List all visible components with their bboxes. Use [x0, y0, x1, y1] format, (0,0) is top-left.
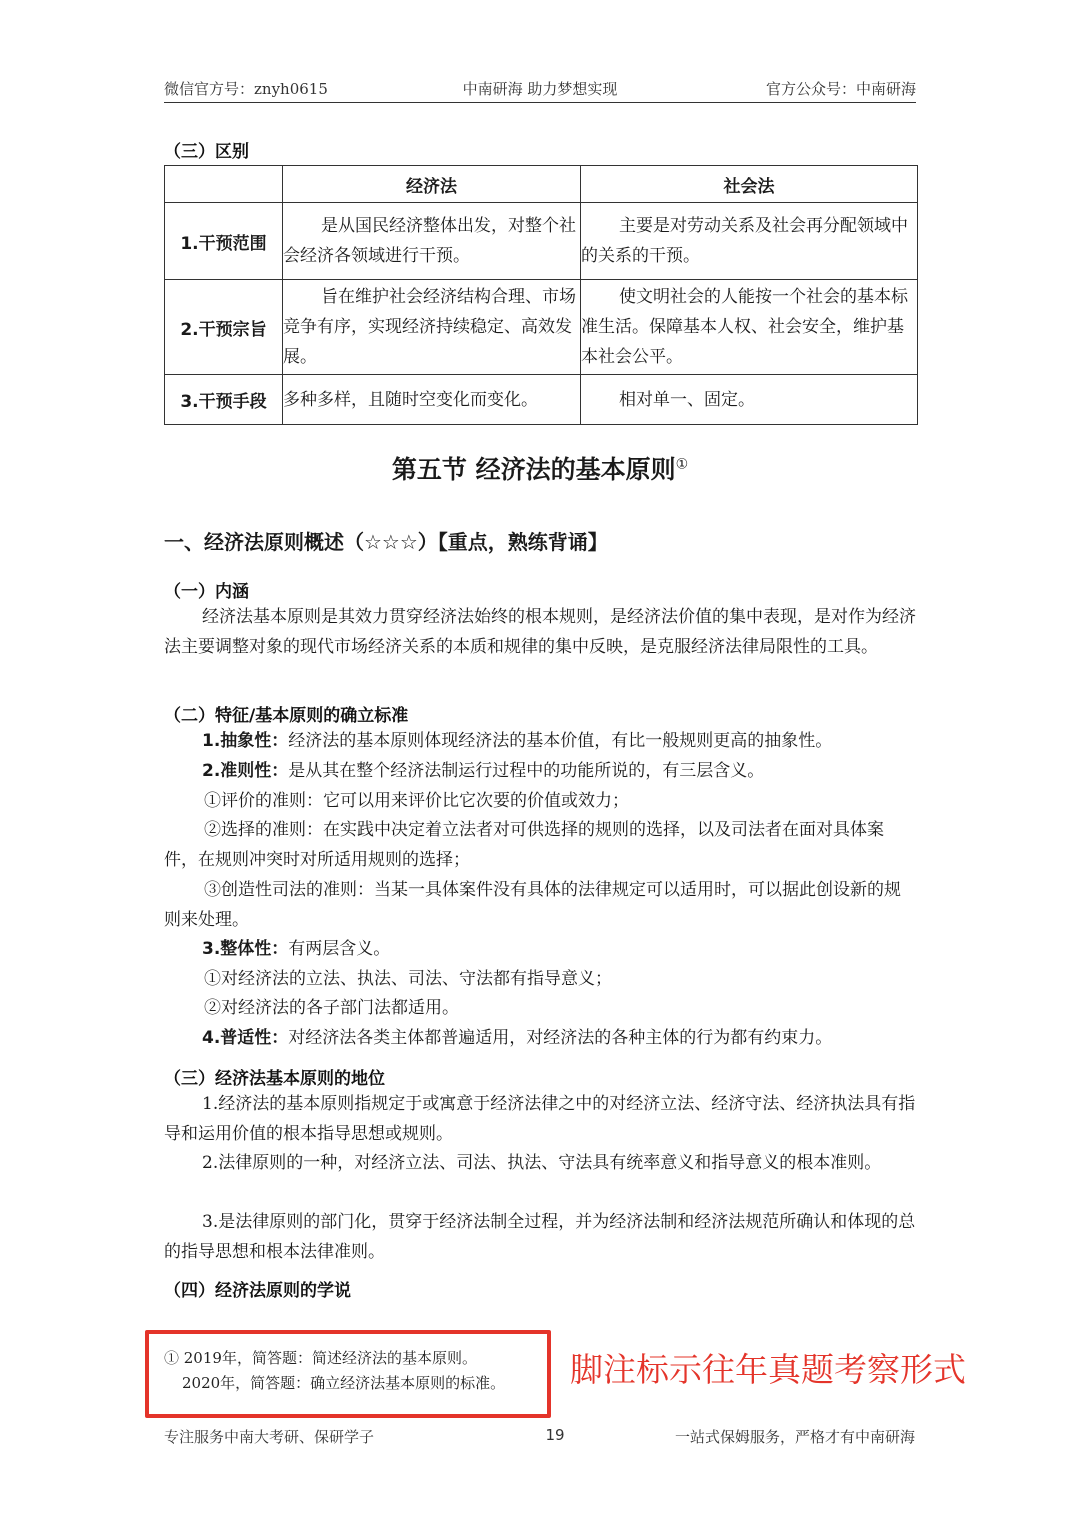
feature-label: 2.准则性： [202, 761, 289, 781]
header-center: 中南研海 助力梦想实现 [462, 80, 618, 98]
list-item: ③创造性司法的准则：当某一具体案件没有具体的法律规定可以适用时，可以据此创设新的规则来处理。 [164, 880, 901, 930]
subsection-title-status: （三）经济法基本原则的地位 [164, 1069, 385, 1089]
table-row [165, 280, 918, 375]
footnote-annotation: 脚注标示往年真题考察形式 [570, 1350, 966, 1389]
paragraph-status-3: 3.是法律原则的部门化，贯穿于经济法制全过程，并为经济法制和经济法规范所确认和体现的总的指导思想和根本法律准则。 [164, 1212, 916, 1262]
feature-text: 经济法的基本原则体现经济法的基本价值，有比一般规则更高的抽象性。 [288, 731, 833, 751]
feature-universal [164, 1024, 916, 1054]
footer-left: 专注服务中南大考研、保研学子 [164, 1428, 375, 1446]
feature-label: 1.抽象性： [202, 731, 289, 751]
feature-text: 是从其在整个经济法制运行过程中的功能所说的，有三层含义。 [288, 761, 765, 781]
header-right: 官方公众号：中南研海 [765, 80, 916, 98]
row-label: 1.干预范围 [165, 203, 283, 280]
feature-text: 有两层含义。 [288, 939, 391, 959]
section-title-difference: （三）区别 [164, 142, 249, 162]
footnote-marker: ① [675, 456, 689, 473]
table-cell: 旨在维护社会经济结构合理、市场竞争有序，实现经济持续稳定、高效发展。 [283, 280, 581, 375]
feature-label: 3.整体性： [202, 939, 289, 959]
page-number: 19 [545, 1426, 565, 1444]
footnote-line: ① 2019年，简答题：简述经济法的基本原则。 [164, 1349, 477, 1367]
list-item: ②对经济法的各子部门法都适用。 [204, 998, 459, 1018]
footnote-line: 2020年，简答题：确立经济法基本原则的标准。 [182, 1374, 506, 1392]
table-row [165, 375, 918, 425]
page-header [164, 78, 916, 103]
subsection-title-features: （二）特征/基本原则的确立标准 [164, 706, 409, 726]
comparison-table [164, 165, 918, 425]
chapter-title-text: 第五节 经济法的基本原则 [391, 455, 676, 484]
row-label: 3.干预手段 [165, 375, 283, 425]
footer-right: 一站式保姆服务，严格才有中南研海 [674, 1428, 915, 1446]
feature-abstract [164, 727, 916, 757]
paragraph-connotation: 经济法基本原则是其效力贯穿经济法始终的根本规则，是经济法价值的集中表现，是对作为经济法主要调整对象的现代市场经济关系的本质和规律的集中反映，是克服经济法律局限性的工具。 [164, 607, 916, 657]
feature-text: 对经济法各类主体都普遍适用，对经济法的各种主体的行为都有约束力。 [288, 1028, 833, 1048]
table-cell: 是从国民经济整体出发，对整个社会经济各领域进行干预。 [283, 203, 581, 280]
part-title: 一、经济法原则概述（☆☆☆）【重点，熟练背诵】 [164, 530, 608, 554]
table-header-cell [165, 166, 283, 203]
table-row [165, 203, 918, 280]
subsection-title-theories: （四）经济法原则的学说 [164, 1281, 351, 1301]
table-header-cell: 社会法 [581, 166, 918, 203]
row-label: 2.干预宗旨 [165, 280, 283, 375]
chapter-title [0, 450, 1080, 486]
list-item: ②选择的准则：在实践中决定着立法者对可供选择的规则的选择，以及司法者在面对具体案件，在规则冲突时对所适用规则的选择； [164, 820, 884, 870]
feature-holistic [164, 935, 916, 965]
table-cell: 相对单一、固定。 [581, 375, 918, 425]
subsection-title-connotation: （一）内涵 [164, 582, 249, 602]
feature-label: 4.普适性： [202, 1028, 289, 1048]
table-header-cell: 经济法 [283, 166, 581, 203]
list-item: ①评价的准则：它可以用来评价比它次要的价值或效力； [204, 791, 629, 811]
table-cell: 主要是对劳动关系及社会再分配领域中的关系的干预。 [581, 203, 918, 280]
table-header-row [165, 166, 918, 203]
header-left: 微信官方号：znyh0615 [164, 80, 328, 98]
table-cell: 使文明社会的人能按一个社会的基本标准生活。保障基本人权、社会安全，维护基本社会公平。 [581, 280, 918, 375]
paragraph-status-2: 2.法律原则的一种，对经济立法、司法、执法、守法具有统率意义和指导意义的根本准则。 [202, 1153, 882, 1173]
feature-normative [164, 757, 916, 787]
table-cell: 多种多样，且随时空变化而变化。 [283, 375, 581, 425]
paragraph-status-1: 1.经济法的基本原则指规定于或寓意于经济法律之中的对经济立法、经济守法、经济执法具有指导和运用价值的根本指导思想或规则。 [164, 1094, 916, 1144]
list-item: ①对经济法的立法、执法、司法、守法都有指导意义； [204, 969, 612, 989]
